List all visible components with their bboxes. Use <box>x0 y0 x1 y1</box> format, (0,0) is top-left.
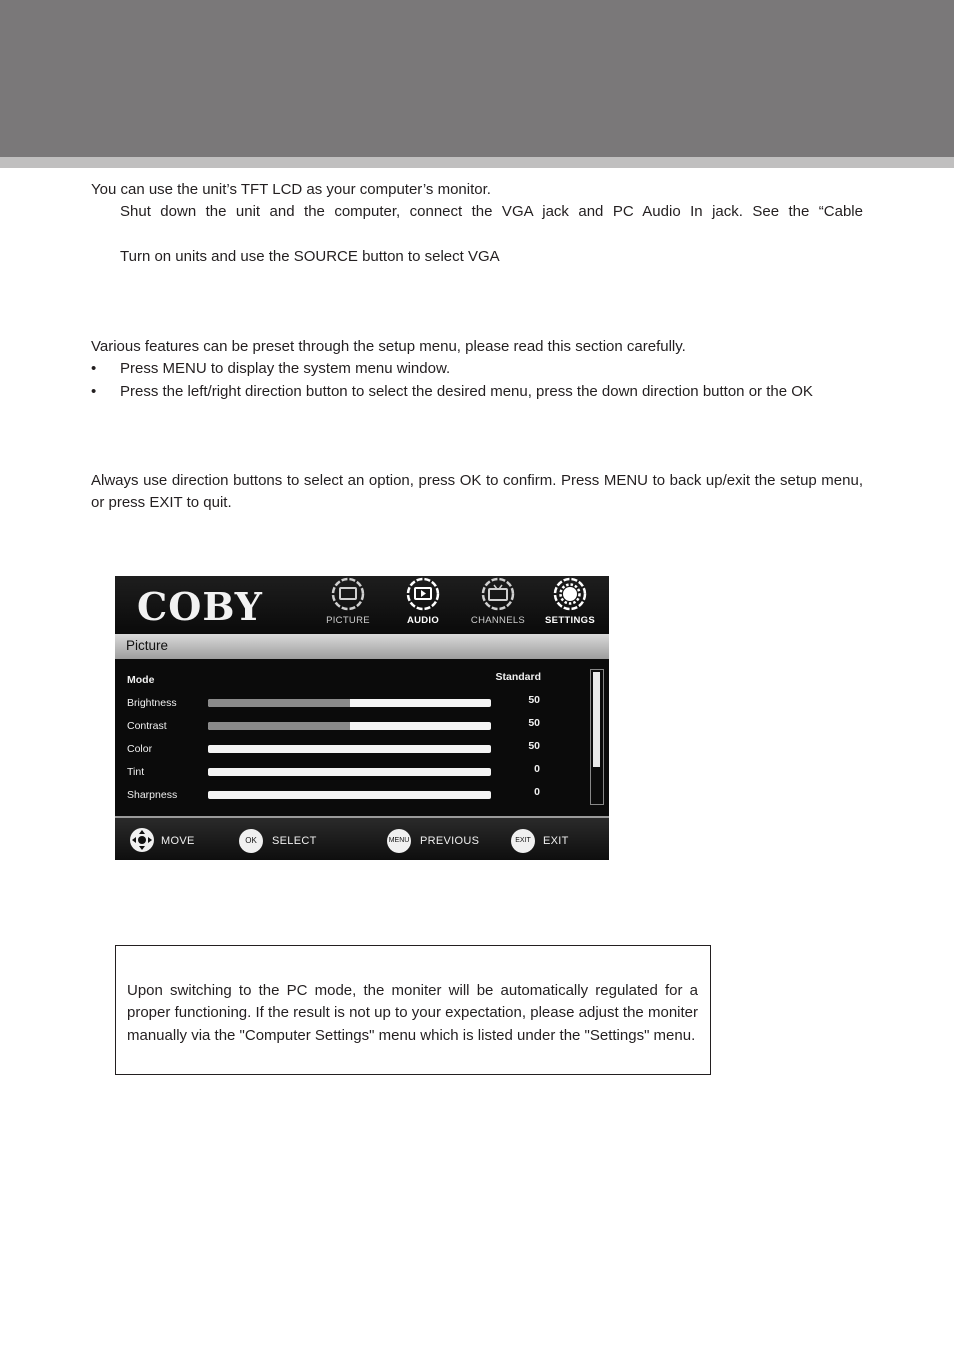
step-2-text: Turn on units and use the SOURCE button to select VGA <box>120 248 500 265</box>
mode-value[interactable]: Standard <box>495 671 541 683</box>
step-1-text: Shut down the unit and the computer, connect the VGA jack and PC Audio In jack. See the “Cable <box>120 203 863 220</box>
tab-label: CHANNELS <box>470 615 526 626</box>
tab-label: SETTINGS <box>545 615 595 626</box>
settings-list <box>115 659 609 816</box>
tab-channels[interactable] <box>458 576 538 632</box>
move-label: MOVE <box>161 835 195 847</box>
bullet-icon: • <box>91 360 97 377</box>
exit-button-icon[interactable]: EXIT <box>511 829 535 853</box>
slider-fill <box>208 722 350 730</box>
tv-menu-screenshot <box>115 576 609 860</box>
brightness-value: 50 <box>528 694 540 706</box>
audio-icon <box>406 577 440 611</box>
tab-settings[interactable] <box>530 576 609 632</box>
sharpness-label: Sharpness <box>127 789 178 801</box>
sharpness-value: 0 <box>534 786 540 798</box>
exit-label: EXIT <box>543 835 569 847</box>
color-value: 50 <box>528 740 540 752</box>
menu-button-icon[interactable]: MENU <box>387 829 411 853</box>
scrollbar[interactable] <box>590 669 604 805</box>
tab-picture[interactable] <box>308 576 388 632</box>
tab-label: PICTURE <box>326 615 370 626</box>
sharpness-slider[interactable] <box>208 791 491 799</box>
color-slider[interactable] <box>208 745 491 753</box>
setup-intro-text: Various features can be preset through the setup menu, please read this section carefully. <box>91 338 686 355</box>
intro-text: You can use the unit’s TFT LCD as your computer’s monitor. <box>91 181 491 198</box>
bullet-item-2: Press the left/right direction button to select the desired menu, press the down direction button or the OK <box>120 383 813 400</box>
slider-fill <box>208 699 350 707</box>
contrast-value: 50 <box>528 717 540 729</box>
previous-label: PREVIOUS <box>420 835 480 847</box>
note-text: Upon switching to the PC mode, the moniter will be automatically regulated for a proper functioning. If the result is not up to your expectation, please adjust the moniter manually via the "Computer Settings" menu which is listed under the "Settings" menu. <box>127 982 698 1044</box>
menu-top-bar <box>115 576 609 634</box>
settings-icon <box>553 577 587 611</box>
header-band <box>0 0 954 157</box>
tab-label: AUDIO <box>406 615 440 626</box>
channels-icon <box>481 577 515 611</box>
menu-footer <box>115 816 609 860</box>
mode-label: Mode <box>127 674 155 686</box>
ok-button-icon[interactable]: OK <box>239 829 263 853</box>
note-box <box>115 945 711 1075</box>
tint-label: Tint <box>127 766 145 778</box>
tip-text: Always use direction buttons to select an option, press OK to confirm. Press MENU to back up/exit the setup menu, or press EXIT to quit. <box>91 472 863 511</box>
bullet-icon: • <box>91 383 97 400</box>
brightness-slider[interactable] <box>208 699 491 707</box>
coby-logo: COBY <box>137 584 263 629</box>
section-title: Picture <box>126 638 169 653</box>
tint-slider[interactable] <box>208 768 491 776</box>
section-header <box>115 634 609 659</box>
scrollbar-thumb[interactable] <box>593 672 600 767</box>
contrast-label: Contrast <box>127 720 167 732</box>
select-label: SELECT <box>272 835 317 847</box>
bullet-item-1: Press MENU to display the system menu window. <box>120 360 451 377</box>
contrast-slider[interactable] <box>208 722 491 730</box>
tint-value: 0 <box>534 763 540 775</box>
brightness-label: Brightness <box>127 697 177 709</box>
header-strip <box>0 157 954 168</box>
picture-icon <box>331 577 365 611</box>
tab-audio[interactable] <box>383 576 463 632</box>
dpad-icon <box>129 827 155 853</box>
color-label: Color <box>127 743 153 755</box>
